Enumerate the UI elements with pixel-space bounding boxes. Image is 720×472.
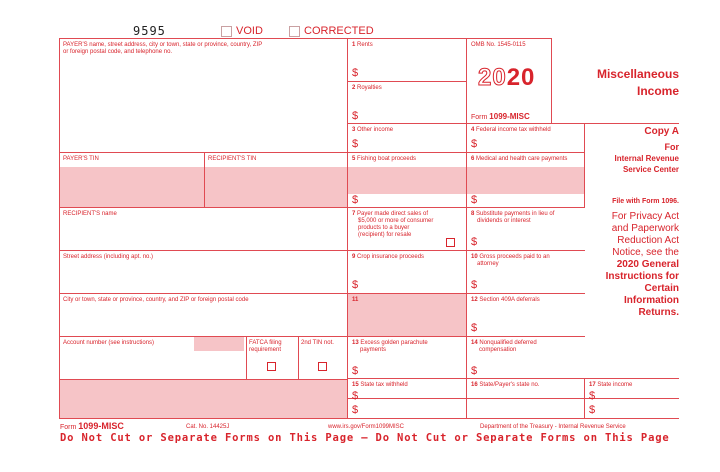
box11-shade	[348, 293, 466, 336]
fatca-checkbox[interactable]	[267, 362, 276, 371]
box16-label: 16 State/Payer's state no.	[471, 382, 540, 388]
box17-dollar-1: $	[589, 390, 596, 402]
payer-name-label: PAYER'S name, street address, city or town, state or province, country, ZIP or foreign postal code, and telephone no.	[63, 42, 263, 55]
bottom-left-shade	[60, 379, 348, 418]
box7-label: 7 Payer made direct sales of $5,000 or more of consumer products to a buyer (recipient) for resale	[352, 211, 434, 238]
box6-label: 6 Medical and health care payments	[471, 156, 568, 162]
void-checkbox[interactable]	[221, 26, 232, 37]
tax-year: 2020	[478, 64, 536, 91]
payer-tin-field-bg	[60, 167, 204, 207]
account-shade	[194, 337, 244, 351]
box2-dollar: $	[352, 110, 359, 122]
street-label: Street address (including apt. no.)	[63, 254, 154, 260]
copy-privacy: For Privacy Act and Paperwork Reduction Act Notice, see the	[611, 211, 679, 258]
recipient-tin-label: RECIPIENT'S TIN	[208, 156, 257, 162]
box6-dollar: $	[471, 194, 478, 206]
copy-for: For	[664, 142, 679, 152]
copy-instructions: 2020 General Instructions for Certain Information Returns.	[605, 259, 679, 318]
account-label: Account number (see instructions)	[63, 340, 155, 346]
footer-form-name: Form 1099-MISC	[60, 421, 124, 431]
box1-dollar: $	[352, 67, 359, 79]
box11-label: 11	[352, 297, 359, 303]
corrected-checkbox[interactable]	[289, 26, 300, 37]
footer-dept: Department of the Treasury - Internal Revenue Service	[480, 424, 626, 430]
box17-label: 17 State income	[589, 382, 633, 388]
box9-label: 9 Crop insurance proceeds	[352, 254, 425, 260]
omb-number: OMB No. 1545-0115	[471, 42, 526, 48]
box10-label: 10 Gross proceeds paid to an attorney	[471, 254, 550, 267]
city-label: City or town, state or province, country, and ZIP or foreign postal code	[63, 297, 249, 303]
box15-dollar-1: $	[352, 390, 359, 402]
box12-dollar: $	[471, 322, 478, 334]
box5-label: 5 Fishing boat proceeds	[352, 156, 417, 162]
copy-file-with: File with Form 1096.	[612, 198, 679, 205]
payer-tin-label: PAYER'S TIN	[63, 156, 99, 162]
box2-label: 2 Royalties	[352, 85, 382, 91]
second-tin-checkbox[interactable]	[318, 362, 327, 371]
box8-label: 8 Substitute payments in lieu of dividends or interest	[471, 211, 555, 224]
box5-dollar: $	[352, 194, 359, 206]
box14-dollar: $	[471, 365, 478, 377]
box4-dollar: $	[471, 138, 478, 150]
omb-form-name: Form 1099-MISC	[471, 112, 530, 121]
footer-cat: Cat. No. 14425J	[186, 424, 230, 430]
box3-label: 3 Other income	[352, 127, 394, 133]
box10-dollar: $	[471, 279, 478, 291]
copy-a: Copy A	[644, 126, 679, 137]
box17-dollar-2: $	[589, 404, 596, 416]
footer-url: www.irs.gov/Form1099MISC	[328, 424, 405, 430]
corrected-label: CORRECTED	[304, 25, 374, 37]
box4-label: 4 Federal income tax withheld	[471, 127, 551, 133]
box12-label: 12 Section 409A deferrals	[471, 297, 540, 303]
form-title: Miscellaneous Income	[596, 67, 679, 98]
box15-dollar-2: $	[352, 404, 359, 416]
box15-label: 15 State tax withheld	[352, 382, 408, 388]
box7-checkbox[interactable]	[446, 238, 455, 247]
box9-dollar: $	[352, 279, 359, 291]
fatca-label: FATCA filing requirement	[249, 340, 282, 353]
form-code: 9595	[133, 24, 166, 38]
box1-label: 1 Rents	[352, 42, 373, 48]
box14-label: 14 Nonqualified deferred compensation	[471, 340, 537, 353]
recipient-name-label: RECIPIENT'S name	[63, 211, 117, 217]
footer-warning: Do Not Cut or Separate Forms on This Page — Do Not Cut or Separate Forms on This Page	[60, 432, 670, 444]
second-tin-label: 2nd TIN not.	[301, 340, 334, 346]
box3-dollar: $	[352, 138, 359, 150]
box13-label: 13 Excess golden parachute payments	[352, 340, 428, 353]
recipient-tin-field-bg	[204, 167, 348, 207]
copy-irs: Internal Revenue Service Center	[614, 154, 679, 174]
box13-dollar: $	[352, 365, 359, 377]
box8-dollar: $	[471, 236, 478, 248]
void-label: VOID	[236, 25, 263, 37]
